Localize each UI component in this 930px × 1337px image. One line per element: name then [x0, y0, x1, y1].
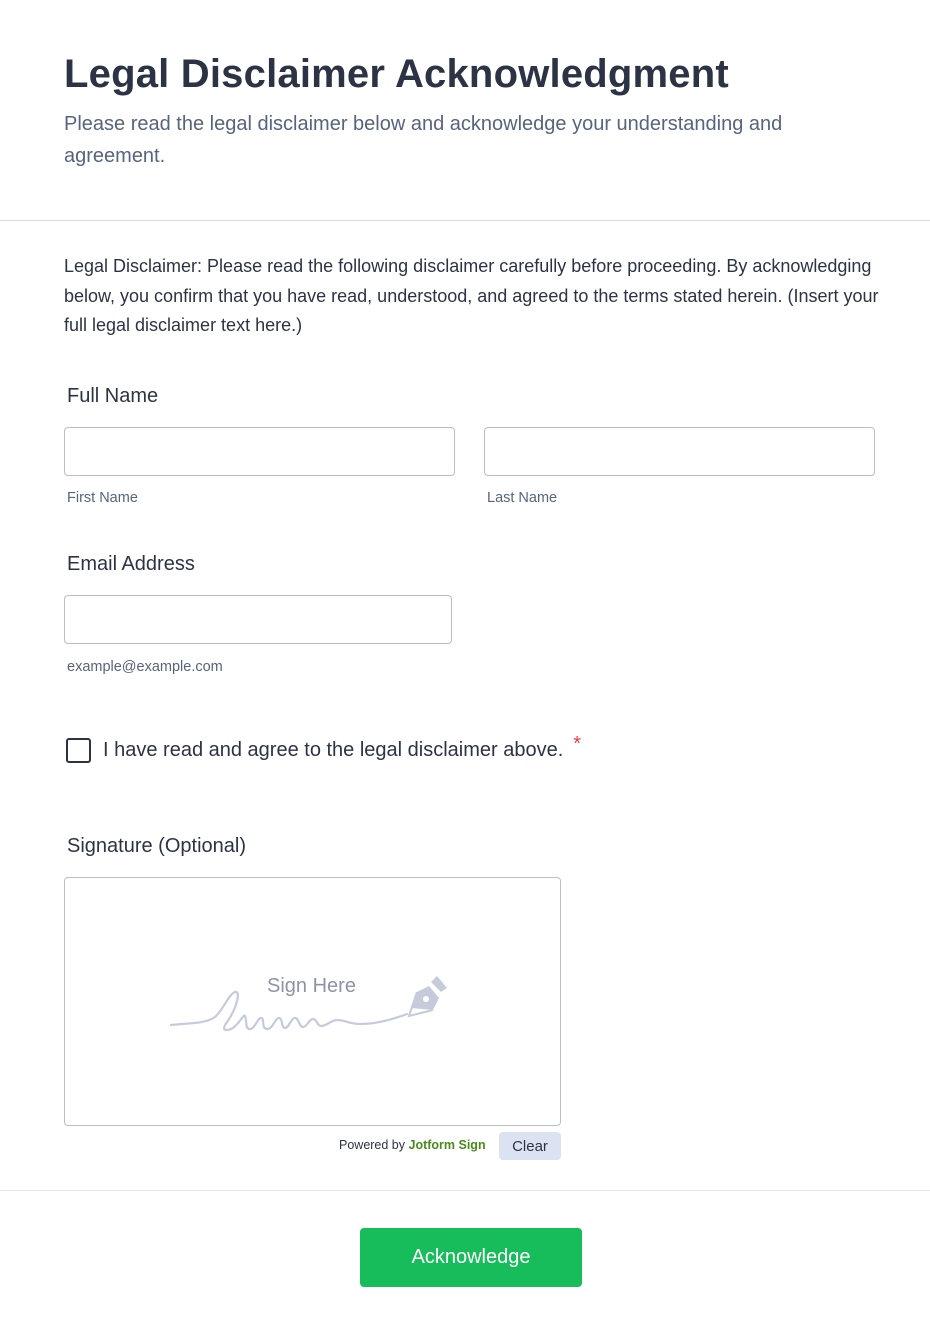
- agreement-row: [66, 732, 582, 764]
- acknowledge-button[interactable]: Acknowledge: [360, 1228, 582, 1287]
- agreement-label[interactable]: I have read and agree to the legal disclaimer above.: [103, 738, 564, 761]
- sign-here-placeholder: Sign Here: [267, 975, 356, 997]
- email-sublabel: example@example.com: [67, 659, 223, 675]
- agreement-checkbox[interactable]: [66, 738, 91, 763]
- jotform-sign-brand: Jotform Sign: [408, 1138, 486, 1152]
- footer-divider: [0, 1190, 930, 1191]
- disclaimer-text: Legal Disclaimer: Please read the following disclaimer carefully before proceeding. By acknowledging below, you confirm that you have read, understood, and agreed to the terms stated herein. (Insert your full legal disclaimer text here.): [64, 256, 879, 335]
- last-name-input[interactable]: [484, 427, 875, 476]
- powered-by-text: [339, 1138, 486, 1152]
- email-label: Email Address: [67, 553, 195, 575]
- form-subtitle: Please read the legal disclaimer below and acknowledge your understanding and agreement.: [64, 113, 783, 167]
- pen-nib-icon: [409, 976, 447, 1016]
- first-name-input[interactable]: [64, 427, 455, 476]
- form-title: Legal Disclaimer Acknowledgment: [64, 52, 729, 96]
- first-name-sublabel: First Name: [67, 490, 138, 506]
- full-name-label: Full Name: [67, 385, 159, 407]
- email-field[interactable]: [64, 595, 452, 644]
- form-header: [0, 0, 930, 221]
- signature-pad[interactable]: [64, 877, 561, 1126]
- last-name-sublabel: Last Name: [487, 490, 558, 506]
- clear-signature-button[interactable]: Clear: [499, 1132, 561, 1160]
- signature-label: Signature (Optional): [67, 835, 246, 857]
- required-mark: *: [573, 732, 582, 755]
- powered-by-label: Powered by: [339, 1138, 406, 1152]
